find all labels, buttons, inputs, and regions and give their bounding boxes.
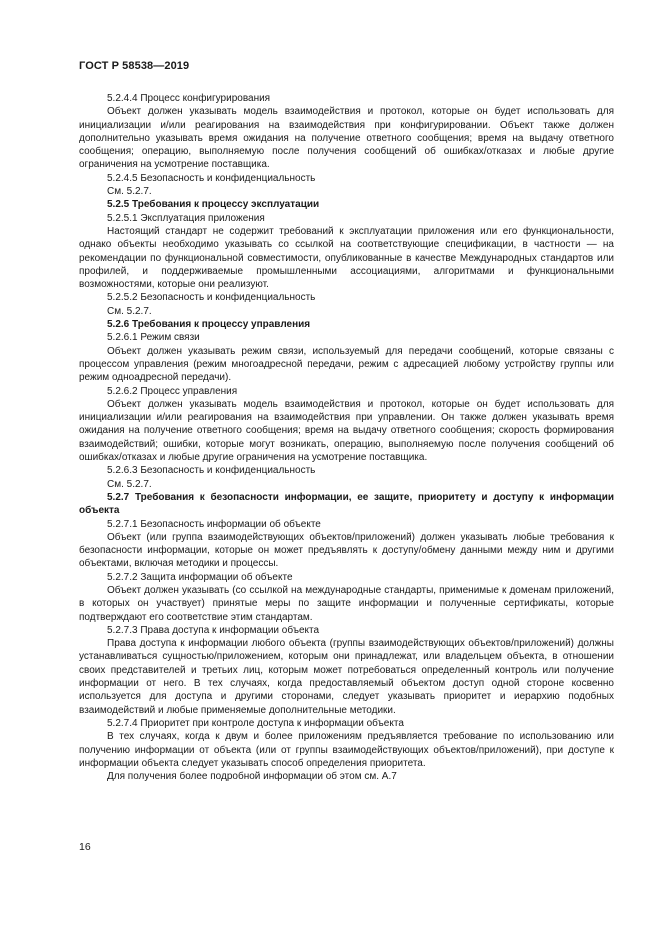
paragraph: 5.2.7.2 Защита информации об объекте <box>107 571 293 583</box>
paragraph: Объект должен указывать модель взаимодействия и протокол, которые он будет использовать для инициализации и/или реагирования на взаимодействия при конфигурировании. Объект также должен дополнительно указывать время ожидания на получение ответного сообщения; время на выдачу ответного сообщения; операцию, выполняемую после получения сообщений об ошибках/отказах и любые другие ограничения на усмотрение поставщика. <box>79 106 614 171</box>
paragraph: См. 5.2.7. <box>107 305 152 317</box>
section-heading: 5.2.5 Требования к процессу эксплуатации <box>107 199 320 211</box>
paragraph: 5.2.5.2 Безопасность и конфиденциальность <box>107 292 316 304</box>
paragraph: 5.2.5.1 Эксплуатация приложения <box>107 212 265 224</box>
paragraph: 5.2.4.5 Безопасность и конфиденциальность <box>107 172 316 184</box>
paragraph: 5.2.7.1 Безопасность информации об объекте <box>107 518 321 530</box>
paragraph: 5.2.4.4 Процесс конфигурирования <box>107 93 271 104</box>
paragraph: Настоящий стандарт не содержит требований к эксплуатации приложения или его функциональности, однако объекты необходимо указывать со ссылкой на соответствующие спецификации, в частности — на рекомендации по функциональной совместимости, опубликованные в качестве Международных стандартов или профилей, и поддерживаемые промышленными ассоциациями, алгоритмами и функциональными возможностями, которые они реализуют. <box>79 225 614 291</box>
paragraph: Для получения более подробной информации об этом см. А.7 <box>107 771 397 783</box>
document-body <box>79 92 614 783</box>
paragraph: Права доступа к информации любого объекта (группы взаимодействующих объектов/приложений) должны устанавливаться сущностью/приложением, которым они принадлежат, или владельцем объекта, в отношении своих представителей и третьих лиц, которым может потребоваться определенный контроль или получение информации от него. В тех случаях, когда предоставляемый объектом доступ одной стороне косвенно используется для доступа и другими сторонами, следует указывать приоритет и иерархию подобных взаимодействий и любые применяемые дополнительные методики. <box>79 638 614 716</box>
paragraph: 5.2.7.3 Права доступа к информации объекта <box>107 624 320 636</box>
paragraph: Объект должен указывать режим связи, используемый для передачи сообщений, которые связаны с процессом управления (режим многоадресной передачи, режим с адресацией любому устройству группы или режим одноадресной передачи). <box>79 345 614 384</box>
paragraph: 5.2.7.4 Приоритет при контроле доступа к информации объекта <box>107 717 404 729</box>
section-heading: 5.2.6 Требования к процессу управления <box>107 319 311 331</box>
document-code: ГОСТ Р 58538—2019 <box>79 60 190 72</box>
paragraph: В тех случаях, когда к двум и более приложениям предъявляется требование по использованию или получению информации от объекта (или от группы взаимодействующих объектов/приложений), при доступе к информации объекта следует указывать способ определения приоритета. <box>79 731 614 769</box>
paragraph: См. 5.2.7. <box>107 478 152 490</box>
paragraph: 5.2.6.3 Безопасность и конфиденциальность <box>107 465 316 477</box>
page-number: 16 <box>79 841 91 853</box>
paragraph: Объект должен указывать модель взаимодействия и протокол, которые он будет использовать для инициализации и/или реагирования на взаимодействия при управлении. Он также должен указывать время ожидания на получение ответного сообщения; время на выдачу ответного сообщения; скорость формирования взаимодействий; ошибки, которые могут возникать, операцию, выполняемую после получения сообщений об ошибках/отказах и любые другие ограничения на усмотрение поставщика. <box>79 398 614 464</box>
paragraph: Объект (или группа взаимодействующих объектов/приложений) должен указывать любые требования к безопасности информации, которые он может предъявлять к доступу/обмену данными между ним и другими объектами, включая методики и процессы. <box>79 531 614 570</box>
paragraph: 5.2.6.2 Процесс управления <box>107 385 238 397</box>
paragraph: См. 5.2.7. <box>107 186 152 198</box>
paragraph: Объект должен указывать (со ссылкой на международные стандарты, применимые к доменам приложений, в которых он участвует) принятые меры по защите информации и полученные сертификаты, которые подтверждают его соответствие этим стандартам. <box>79 584 614 623</box>
paragraph: 5.2.6.1 Режим связи <box>107 332 200 344</box>
section-heading: 5.2.7 Требования к безопасности информации, ее защите, приоритету и доступу к информации объекта <box>79 491 614 517</box>
